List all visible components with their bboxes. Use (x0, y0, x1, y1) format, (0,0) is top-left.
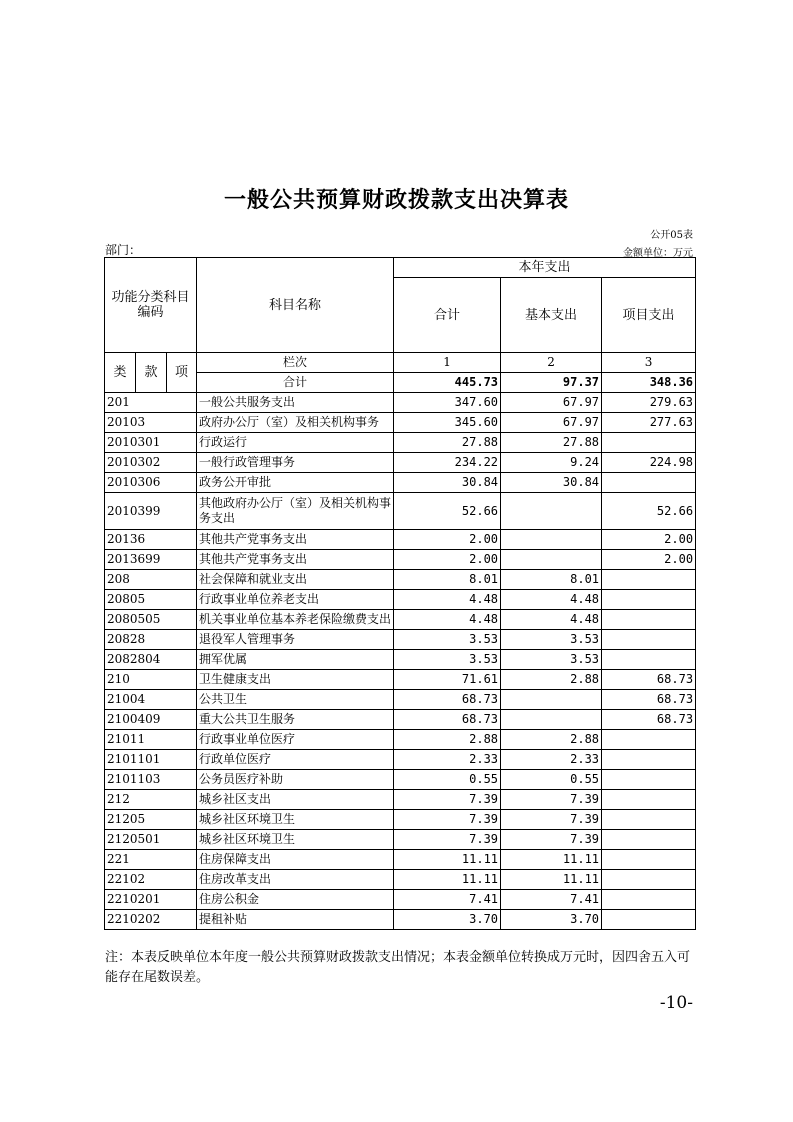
row-basic (501, 493, 602, 530)
row-name: 住房改革支出 (197, 870, 394, 890)
row-code: 21004 (105, 690, 197, 710)
row-project (602, 590, 696, 610)
row-project (602, 830, 696, 850)
current-year-header: 本年支出 (394, 258, 696, 278)
row-name: 重大公共卫生服务 (197, 710, 394, 730)
row-total: 11.11 (394, 850, 501, 870)
row-code: 20136 (105, 530, 197, 550)
row-total: 68.73 (394, 710, 501, 730)
row-name: 卫生健康支出 (197, 670, 394, 690)
table-row (105, 393, 696, 413)
row-code: 21205 (105, 810, 197, 830)
row-project (602, 890, 696, 910)
table-row (105, 413, 696, 433)
row-code: 22102 (105, 870, 197, 890)
row-name: 政府办公厅（室）及相关机构事务 (197, 413, 394, 433)
footnote: 注：本表反映单位本年度一般公共预算财政拨款支出情况；本表金额单位转换成万元时，因四舍五入可能存在尾数误差。 (105, 950, 691, 985)
row-project: 68.73 (602, 670, 696, 690)
row-project (602, 473, 696, 493)
row-name: 行政运行 (197, 433, 394, 453)
row-code: 20103 (105, 413, 197, 433)
row-project (602, 850, 696, 870)
row-name: 机关事业单位基本养老保险缴费支出 (197, 610, 394, 630)
table-row (105, 870, 696, 890)
row-basic: 7.41 (501, 890, 602, 910)
row-total: 27.88 (394, 433, 501, 453)
row-total: 30.84 (394, 473, 501, 493)
row-name: 公共卫生 (197, 690, 394, 710)
row-name: 退役军人管理事务 (197, 630, 394, 650)
row-project (602, 750, 696, 770)
form-number: 公开05表 (650, 230, 693, 241)
column-label: 栏次 (197, 353, 394, 373)
row-name: 行政事业单位医疗 (197, 730, 394, 750)
row-basic: 27.88 (501, 433, 602, 453)
table-row (105, 630, 696, 650)
row-basic: 67.97 (501, 393, 602, 413)
row-name: 住房保障支出 (197, 850, 394, 870)
page-title: 一般公共预算财政拨款支出决算表 (223, 188, 569, 213)
table-row (105, 570, 696, 590)
row-code: 2082804 (105, 650, 197, 670)
row-code: 201 (105, 393, 197, 413)
totals-project: 348.36 (602, 373, 696, 393)
row-total: 2.00 (394, 550, 501, 570)
row-project (602, 610, 696, 630)
row-name: 公务员医疗补助 (197, 770, 394, 790)
row-total: 7.39 (394, 830, 501, 850)
row-project: 224.98 (602, 453, 696, 473)
row-project (602, 570, 696, 590)
department-label: 部门： (105, 243, 142, 257)
row-basic: 67.97 (501, 413, 602, 433)
row-name: 住房公积金 (197, 890, 394, 910)
row-project: 2.00 (602, 530, 696, 550)
row-project: 68.73 (602, 710, 696, 730)
row-name: 城乡社区环境卫生 (197, 810, 394, 830)
row-project (602, 870, 696, 890)
row-name: 城乡社区环境卫生 (197, 830, 394, 850)
row-name: 其他政府办公厅（室）及相关机构事务支出 (197, 493, 394, 530)
row-name: 拥军优属 (197, 650, 394, 670)
table-row (105, 650, 696, 670)
row-basic: 11.11 (501, 870, 602, 890)
row-project (602, 730, 696, 750)
row-total: 345.60 (394, 413, 501, 433)
row-code: 20828 (105, 630, 197, 650)
row-name: 一般公共服务支出 (197, 393, 394, 413)
row-code: 2210201 (105, 890, 197, 910)
row-basic (501, 530, 602, 550)
row-name: 其他共产党事务支出 (197, 530, 394, 550)
totals-label: 合计 (197, 373, 394, 393)
row-basic (501, 550, 602, 570)
col-index-1: 1 (394, 353, 501, 373)
row-basic (501, 710, 602, 730)
row-code: 2101103 (105, 770, 197, 790)
table-row (105, 910, 696, 930)
row-code: 21011 (105, 730, 197, 750)
row-basic: 0.55 (501, 770, 602, 790)
row-basic: 4.48 (501, 590, 602, 610)
row-code: 2013699 (105, 550, 197, 570)
row-basic: 2.33 (501, 750, 602, 770)
row-total: 8.01 (394, 570, 501, 590)
table-row (105, 453, 696, 473)
row-project (602, 650, 696, 670)
row-project (602, 630, 696, 650)
row-basic: 4.48 (501, 610, 602, 630)
table-row (105, 890, 696, 910)
row-code: 2120501 (105, 830, 197, 850)
page-number: -10- (659, 993, 693, 1013)
table-row (105, 850, 696, 870)
row-basic: 11.11 (501, 850, 602, 870)
table-row (105, 590, 696, 610)
row-total: 2.88 (394, 730, 501, 750)
row-name: 行政单位医疗 (197, 750, 394, 770)
row-name: 其他共产党事务支出 (197, 550, 394, 570)
row-total: 7.41 (394, 890, 501, 910)
row-name: 社会保障和就业支出 (197, 570, 394, 590)
code-header: 功能分类科目编码 (105, 258, 197, 353)
row-basic: 3.70 (501, 910, 602, 930)
table-row (105, 750, 696, 770)
row-name: 提租补贴 (197, 910, 394, 930)
row-code: 2210202 (105, 910, 197, 930)
row-code: 2010301 (105, 433, 197, 453)
col-index-3: 3 (602, 353, 696, 373)
table-row (105, 810, 696, 830)
row-total: 7.39 (394, 810, 501, 830)
row-total: 234.22 (394, 453, 501, 473)
row-project: 52.66 (602, 493, 696, 530)
row-total: 4.48 (394, 590, 501, 610)
row-total: 4.48 (394, 610, 501, 630)
row-total: 68.73 (394, 690, 501, 710)
totals-total: 445.73 (394, 373, 501, 393)
row-project (602, 910, 696, 930)
row-total: 3.53 (394, 650, 501, 670)
row-basic: 7.39 (501, 790, 602, 810)
row-basic: 8.01 (501, 570, 602, 590)
table-row (105, 473, 696, 493)
table-row (105, 830, 696, 850)
row-code: 2080505 (105, 610, 197, 630)
row-total: 3.70 (394, 910, 501, 930)
row-code: 208 (105, 570, 197, 590)
row-total: 3.53 (394, 630, 501, 650)
col-index-2: 2 (501, 353, 602, 373)
column-index-row (105, 353, 696, 373)
row-basic (501, 690, 602, 710)
table-row (105, 710, 696, 730)
row-total: 7.39 (394, 790, 501, 810)
table-row (105, 550, 696, 570)
row-total: 52.66 (394, 493, 501, 530)
table-row (105, 530, 696, 550)
row-name: 一般行政管理事务 (197, 453, 394, 473)
row-project: 279.63 (602, 393, 696, 413)
row-basic: 30.84 (501, 473, 602, 493)
row-code: 2010306 (105, 473, 197, 493)
row-name: 城乡社区支出 (197, 790, 394, 810)
row-name: 政务公开审批 (197, 473, 394, 493)
table-row (105, 790, 696, 810)
table-row (105, 770, 696, 790)
xiang-header: 项 (167, 353, 197, 393)
table-row (105, 730, 696, 750)
row-code: 2100409 (105, 710, 197, 730)
table-row (105, 493, 696, 530)
row-basic: 7.39 (501, 830, 602, 850)
row-basic: 3.53 (501, 630, 602, 650)
table-row (105, 690, 696, 710)
row-code: 2010302 (105, 453, 197, 473)
row-total: 0.55 (394, 770, 501, 790)
expenditure-table (104, 257, 696, 930)
row-code: 212 (105, 790, 197, 810)
project-header: 项目支出 (602, 278, 696, 353)
total-header: 合计 (394, 278, 501, 353)
row-basic: 9.24 (501, 453, 602, 473)
lei-header: 类 (105, 353, 136, 393)
row-total: 2.33 (394, 750, 501, 770)
row-basic: 3.53 (501, 650, 602, 670)
row-code: 2010399 (105, 493, 197, 530)
row-project: 68.73 (602, 690, 696, 710)
row-basic: 2.88 (501, 670, 602, 690)
totals-basic: 97.37 (501, 373, 602, 393)
basic-header: 基本支出 (501, 278, 602, 353)
name-header: 科目名称 (197, 258, 394, 353)
row-name: 行政事业单位养老支出 (197, 590, 394, 610)
row-project (602, 810, 696, 830)
row-code: 20805 (105, 590, 197, 610)
header-row-1 (105, 258, 696, 278)
row-basic: 2.88 (501, 730, 602, 750)
row-basic: 7.39 (501, 810, 602, 830)
table-row (105, 670, 696, 690)
kuan-header: 款 (136, 353, 167, 393)
table-row (105, 433, 696, 453)
row-total: 11.11 (394, 870, 501, 890)
row-project (602, 770, 696, 790)
row-total: 71.61 (394, 670, 501, 690)
row-total: 2.00 (394, 530, 501, 550)
row-code: 2101101 (105, 750, 197, 770)
row-project: 277.63 (602, 413, 696, 433)
row-project: 2.00 (602, 550, 696, 570)
row-project (602, 790, 696, 810)
table-row (105, 610, 696, 630)
unit-label: 金额单位：万元 (623, 248, 693, 259)
row-code: 221 (105, 850, 197, 870)
row-project (602, 433, 696, 453)
row-code: 210 (105, 670, 197, 690)
row-total: 347.60 (394, 393, 501, 413)
